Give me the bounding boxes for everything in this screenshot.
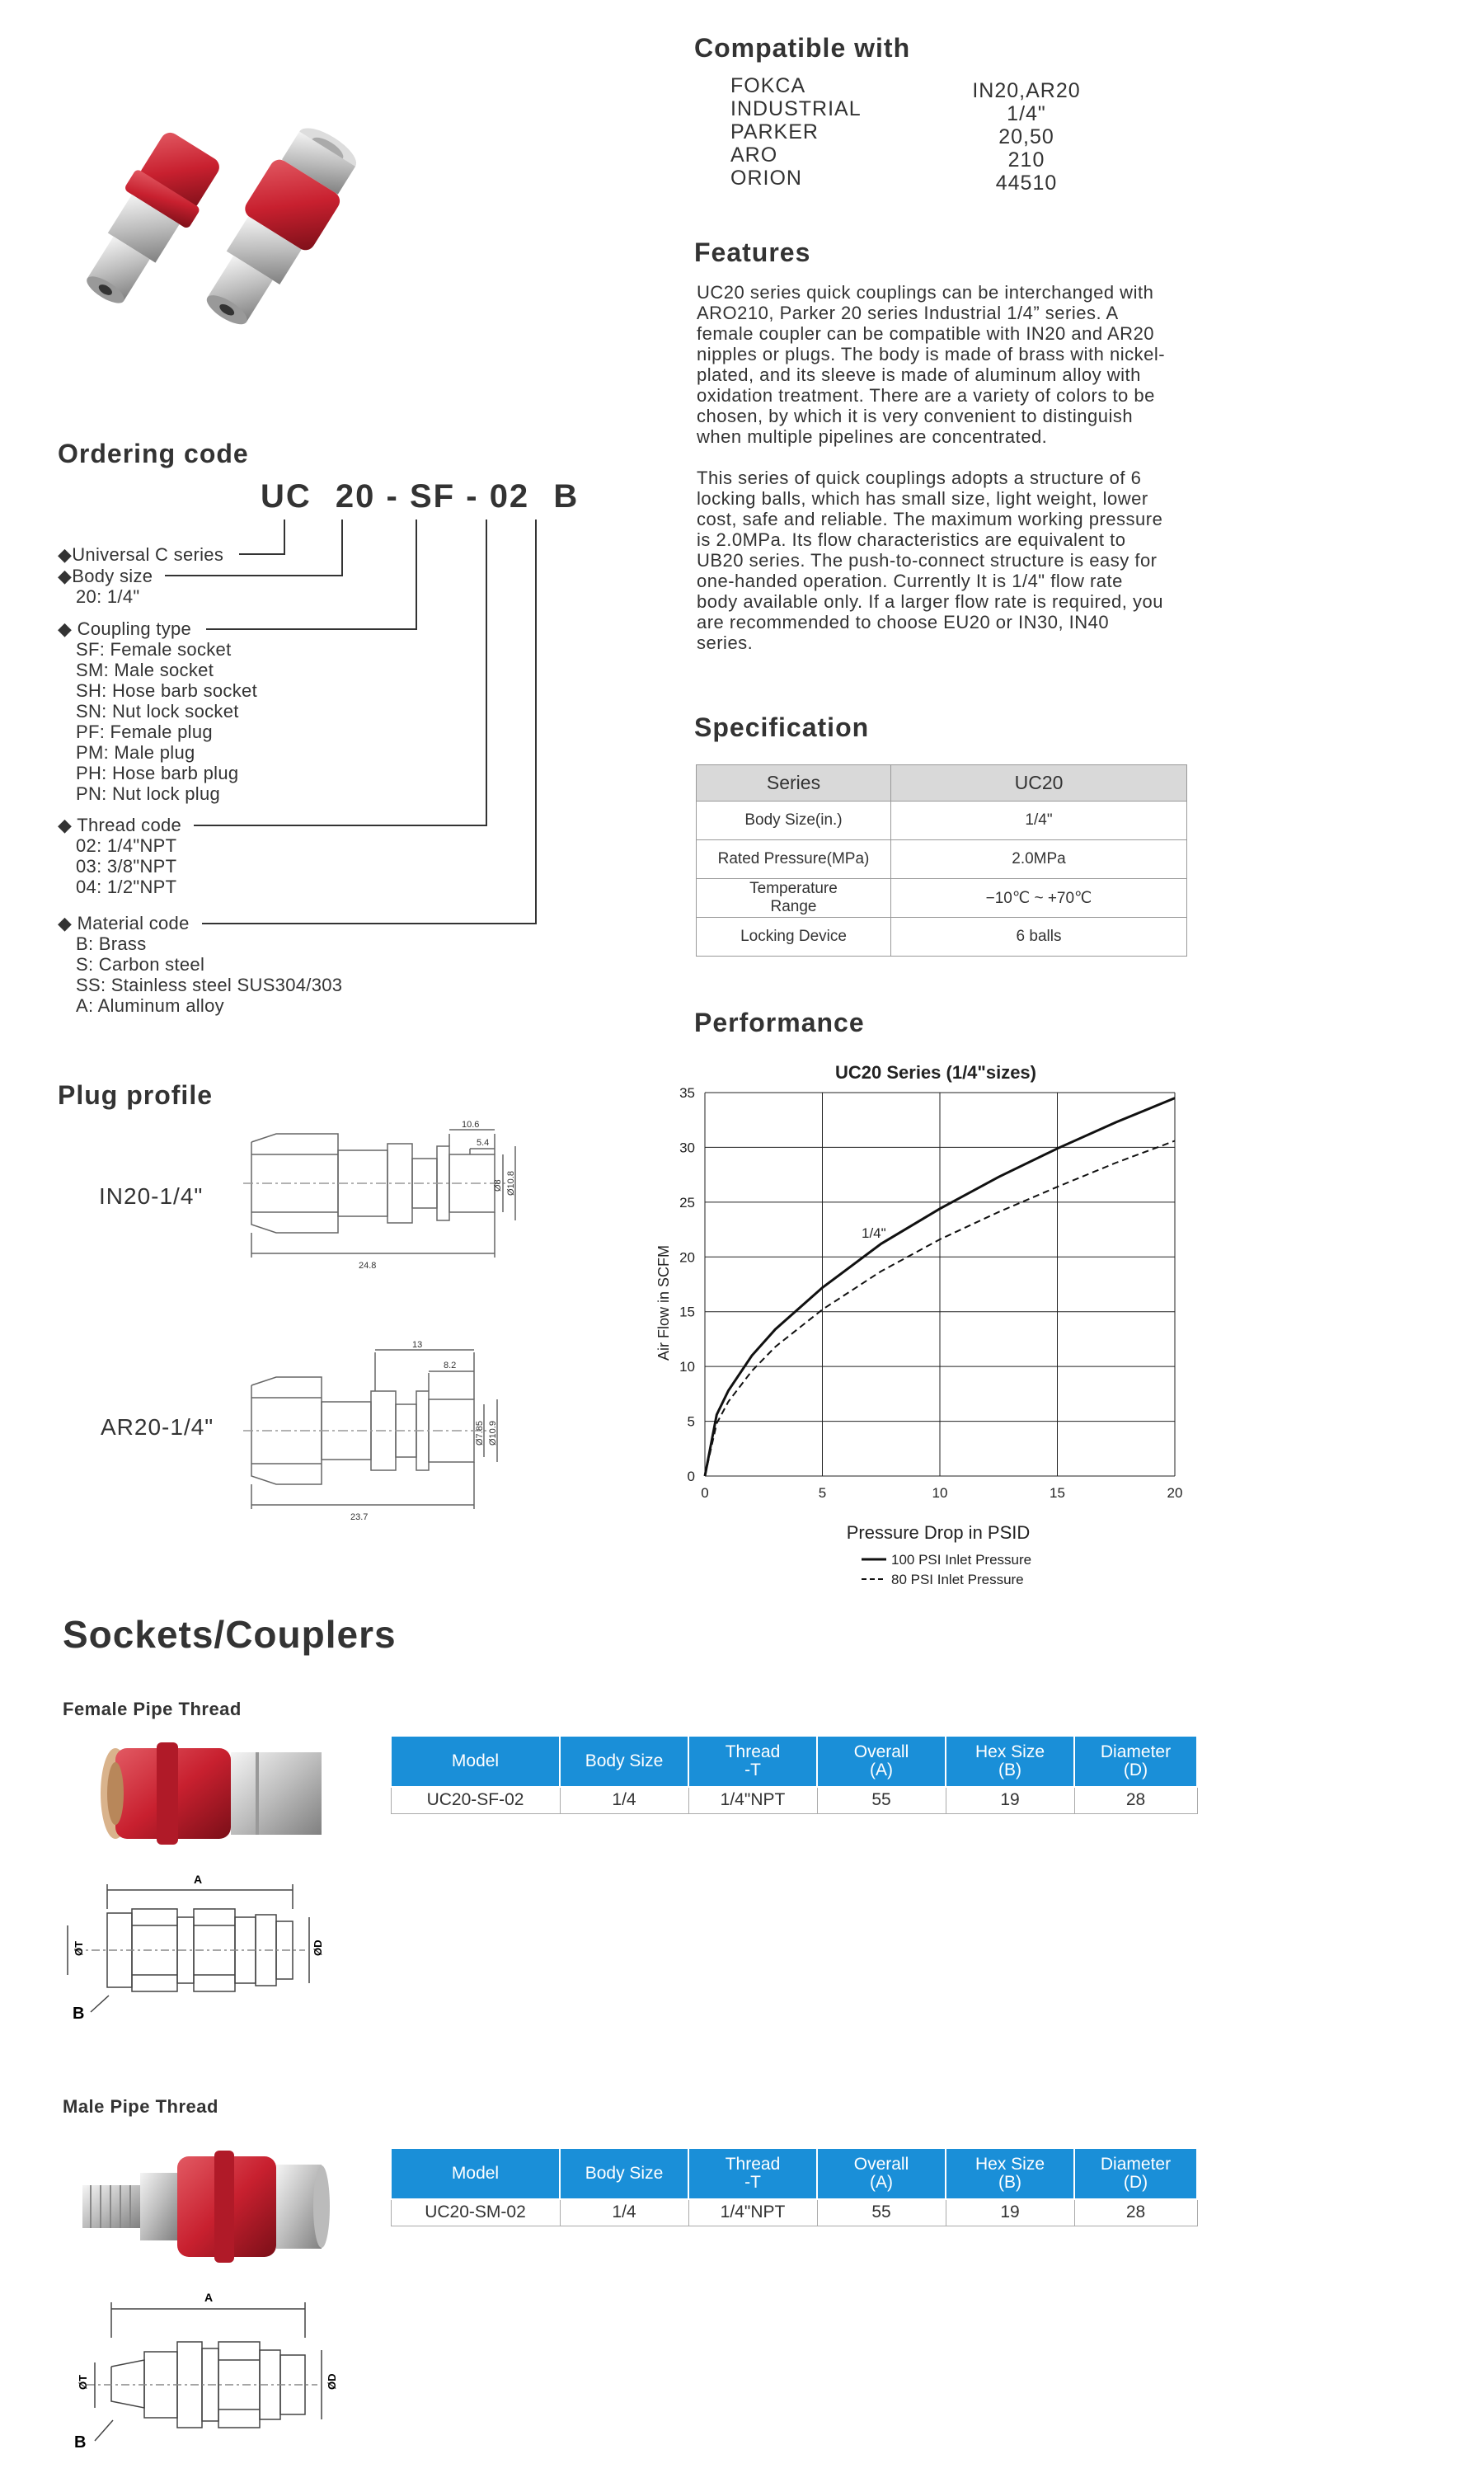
spec-cell: 1/4": [891, 802, 1187, 840]
brand: PARKER: [730, 120, 819, 143]
specification-title: Specification: [694, 712, 870, 742]
compat-value: 44510: [995, 172, 1058, 195]
order-option: SS: Stainless steel SUS304/303: [76, 975, 343, 995]
code-dash: -: [466, 478, 479, 515]
text-line: cost, safe and reliable. The maximum working pressure: [697, 509, 1163, 529]
col-header: Body Size: [560, 1736, 688, 1787]
order-option: 20: 1/4": [76, 586, 140, 607]
order-thread-label: Thread code: [77, 815, 182, 835]
plug-in20-label: IN20-1/4": [99, 1183, 204, 1209]
dim-label: 8.2: [444, 1361, 457, 1370]
order-body-size-label: Body size: [72, 566, 153, 586]
code-dash: -: [386, 478, 399, 515]
x-tick-label: 5: [818, 1485, 827, 1501]
in20-drawing: [243, 1109, 573, 1299]
text-line: is 2.0MPa. Its flow characteristics are equivalent to: [697, 529, 1126, 550]
spec-header-cell: Series: [697, 765, 891, 802]
table-cell: 1/4"NPT: [688, 2199, 817, 2226]
code-material: B: [553, 478, 580, 515]
spec-cell: Locking Device: [697, 918, 891, 957]
order-coupling-type: ◆ Coupling type SF: Female socket SM: Male socket SH: Hose barb socket SN: Nut lock socket PF: Female plug PM: Male plug PH: Hose barb plug PN: Nut lock plug: [58, 618, 257, 804]
dim-label: 24.8: [359, 1261, 377, 1271]
y-tick-label: 15: [679, 1304, 695, 1320]
spec-row: [697, 918, 1187, 957]
chart-xlabel: Pressure Drop in PSID: [846, 1522, 1031, 1543]
table-cell: 28: [1074, 1787, 1197, 1813]
y-tick-label: 10: [679, 1359, 695, 1375]
table-row: [391, 2199, 1197, 2226]
order-universal-label: Universal C series: [72, 544, 224, 565]
text-line: locking balls, which has small size, light weight, lower: [697, 488, 1148, 509]
table-cell: UC20-SM-02: [391, 2199, 560, 2226]
spec-cell: Temperature Range: [697, 879, 891, 918]
order-option: PF: Female plug: [76, 722, 213, 742]
table-cell: 1/4: [560, 2199, 688, 2226]
text-line: plated, and its sleeve is made of aluminum alloy with: [697, 364, 1141, 385]
text-line: UB20 series. The push-to-connect structure is easy for: [697, 550, 1158, 571]
x-tick-label: 15: [1050, 1485, 1065, 1501]
table-header-row: [391, 2148, 1197, 2199]
order-option: SN: Nut lock socket: [76, 701, 239, 722]
text-line: UC20 series quick couplings can be interchanged with: [697, 282, 1154, 303]
compat-value: 20,50: [998, 125, 1054, 148]
legend-label: 100 PSI Inlet Pressure: [891, 1552, 1032, 1568]
text-line: nipples or plugs. The body is made of brass with nickel-: [697, 344, 1166, 364]
female-coupler-photo: [91, 1728, 338, 1868]
y-tick-label: 30: [679, 1140, 695, 1156]
compat-value: IN20,AR20: [972, 79, 1081, 102]
spec-header-row: [697, 765, 1187, 802]
plug-profile-title: Plug profile: [58, 1080, 213, 1110]
y-tick-label: 35: [679, 1085, 695, 1101]
sockets-title: Sockets/Couplers: [63, 1613, 397, 1656]
features-title: Features: [694, 237, 811, 267]
female-coupler-drawing: [58, 1872, 355, 2020]
male-coupler-photo: [78, 2144, 350, 2268]
compat-value: 1/4": [1007, 102, 1046, 125]
brand: FOKCA: [730, 74, 806, 97]
male-coupler-drawing: [70, 2284, 367, 2449]
col-header: Thread -T: [688, 1736, 817, 1787]
col-header: Hex Size (B): [946, 2148, 1074, 2199]
dim-label: Ø10.9: [488, 1421, 498, 1446]
compat-value: 210: [1007, 148, 1045, 172]
table-row: [391, 1787, 1197, 1813]
order-option: 03: 3/8"NPT: [76, 856, 177, 877]
table-cell: UC20-SF-02: [391, 1787, 560, 1813]
order-coupling-label: Coupling type: [77, 618, 192, 639]
table-header-row: [391, 1736, 1197, 1787]
dim-a: A: [193, 1873, 203, 1886]
code-series: UC: [261, 478, 312, 515]
col-header: Diameter (D): [1074, 2148, 1197, 2199]
brand: ORION: [730, 167, 802, 190]
table-cell: 1/4: [560, 1787, 688, 1813]
text-line: This series of quick couplings adopts a structure of 6: [697, 468, 1142, 488]
product-photo: [49, 82, 363, 363]
chart-ylabel: Air Flow in SCFM: [655, 1244, 672, 1361]
spec-cell: 6 balls: [891, 918, 1187, 957]
dim-d: ØD: [312, 1939, 324, 1956]
dim-t: ØT: [73, 1940, 85, 1956]
table-cell: 19: [946, 1787, 1074, 1813]
order-option: 04: 1/2"NPT: [76, 877, 177, 897]
performance-title: Performance: [694, 1008, 865, 1037]
col-header: Diameter (D): [1074, 1736, 1197, 1787]
order-body-size: ◆Body size 20: 1/4": [58, 566, 153, 607]
x-tick-label: 20: [1167, 1485, 1183, 1501]
col-header: Body Size: [560, 2148, 688, 2199]
dim-label: 5.4: [477, 1138, 490, 1148]
table-cell: 28: [1074, 2199, 1197, 2226]
spec-row: [697, 879, 1187, 918]
order-option: SM: Male socket: [76, 660, 214, 680]
text-line: ARO210, Parker 20 series Industrial 1/4” series. A: [697, 303, 1119, 323]
table-cell: 55: [817, 2199, 946, 2226]
order-option: SH: Hose barb socket: [76, 680, 257, 701]
spec-cell: Rated Pressure(MPa): [697, 840, 891, 879]
chart-grid: [705, 1093, 1175, 1476]
dim-d: ØD: [326, 2373, 338, 2390]
legend-label: 80 PSI Inlet Pressure: [891, 1572, 1024, 1587]
text-line: oxidation treatment. There are a variety of colors to be: [697, 385, 1155, 406]
brand: INDUSTRIAL: [730, 97, 862, 120]
dim-label: Ø10.8: [506, 1171, 516, 1196]
compatible-title: Compatible with: [694, 33, 911, 63]
order-universal: ◆Universal C series: [58, 544, 224, 565]
code-size: 20: [335, 478, 376, 515]
dim-label: Ø8: [493, 1179, 503, 1192]
order-option: PM: Male plug: [76, 742, 195, 763]
code-type: SF: [409, 478, 456, 515]
dim-a: A: [204, 2291, 214, 2304]
spec-cell: 2.0MPa: [891, 840, 1187, 879]
dim-b: B: [73, 2005, 85, 2020]
text-line: female coupler can be compatible with IN20 and AR20: [697, 323, 1155, 344]
text-line: one-handed operation. Currently It is 1/4" flow rate: [697, 571, 1123, 591]
spec-cell: −10℃ ~ +70℃: [891, 879, 1187, 918]
order-option: B: Brass: [76, 933, 147, 954]
dim-label: Ø7.85: [475, 1421, 485, 1446]
text-line: series.: [697, 632, 754, 653]
order-option: A: Aluminum alloy: [76, 995, 224, 1016]
spec-table: [696, 764, 1187, 957]
spec-row: [697, 802, 1187, 840]
compatible-values: [948, 79, 1105, 195]
ordering-code: [261, 478, 579, 515]
x-tick-label: 0: [701, 1485, 709, 1501]
features-paragraph-1: [697, 282, 1165, 447]
order-option: PN: Nut lock plug: [76, 783, 221, 804]
text-line: body available only. If a larger flow rate is required, you: [697, 591, 1163, 612]
male-title: Male Pipe Thread: [63, 2096, 218, 2117]
text-line: chosen, by which it is very convenient to distinguish: [697, 406, 1134, 426]
order-material-code: ◆ Material code B: Brass S: Carbon steel SS: Stainless steel SUS304/303 A: Aluminum alloy: [58, 913, 343, 1016]
col-header: Hex Size (B): [946, 1736, 1074, 1787]
col-header: Thread -T: [688, 2148, 817, 2199]
performance-chart: [635, 1055, 1212, 1600]
order-option: S: Carbon steel: [76, 954, 205, 975]
ordering-title: Ordering code: [58, 439, 249, 468]
plug-ar20-label: AR20-1/4": [101, 1414, 214, 1440]
col-header: Overall (A): [817, 2148, 946, 2199]
y-tick-label: 25: [679, 1194, 695, 1211]
compatible-brands: [730, 74, 862, 190]
order-material-label: Material code: [77, 913, 190, 933]
spec-row: [697, 840, 1187, 879]
table-cell: 19: [946, 2199, 1074, 2226]
text-line: when multiple pipelines are concentrated.: [697, 426, 1048, 447]
table-cell: 1/4"NPT: [688, 1787, 817, 1813]
female-title: Female Pipe Thread: [63, 1699, 242, 1719]
features-paragraph-2: [697, 468, 1163, 653]
text-line: are recommended to choose EU20 or IN30, IN40: [697, 612, 1110, 632]
col-header: Overall (A): [817, 1736, 946, 1787]
col-header: Model: [391, 2148, 560, 2199]
x-tick-label: 10: [932, 1485, 948, 1501]
y-tick-label: 0: [687, 1469, 695, 1484]
chart-annotation: 1/4": [862, 1225, 886, 1241]
table-cell: 55: [817, 1787, 946, 1813]
dim-label: 13: [412, 1340, 423, 1350]
chart-title: UC20 Series (1/4"sizes): [834, 1062, 1037, 1083]
order-option: PH: Hose barb plug: [76, 763, 239, 783]
code-thread: 02: [489, 478, 530, 515]
female-table: [390, 1735, 1198, 1814]
ar20-drawing: [243, 1340, 573, 1530]
order-option: 02: 1/4"NPT: [76, 835, 177, 856]
order-thread-code: ◆ Thread code 02: 1/4"NPT 03: 3/8"NPT 04: 1/2"NPT: [58, 815, 182, 897]
y-tick-label: 20: [679, 1249, 695, 1266]
male-table: [390, 2147, 1198, 2226]
brand: ARO: [730, 143, 778, 167]
dim-b: B: [74, 2433, 87, 2449]
order-option: SF: Female socket: [76, 639, 232, 660]
y-tick-label: 5: [687, 1413, 695, 1430]
spec-header-cell: UC20: [891, 765, 1187, 802]
dim-t: ØT: [77, 2374, 89, 2390]
dim-label: 10.6: [462, 1120, 480, 1130]
dim-label: 23.7: [350, 1512, 369, 1522]
col-header: Model: [391, 1736, 560, 1787]
spec-cell: Body Size(in.): [697, 802, 891, 840]
